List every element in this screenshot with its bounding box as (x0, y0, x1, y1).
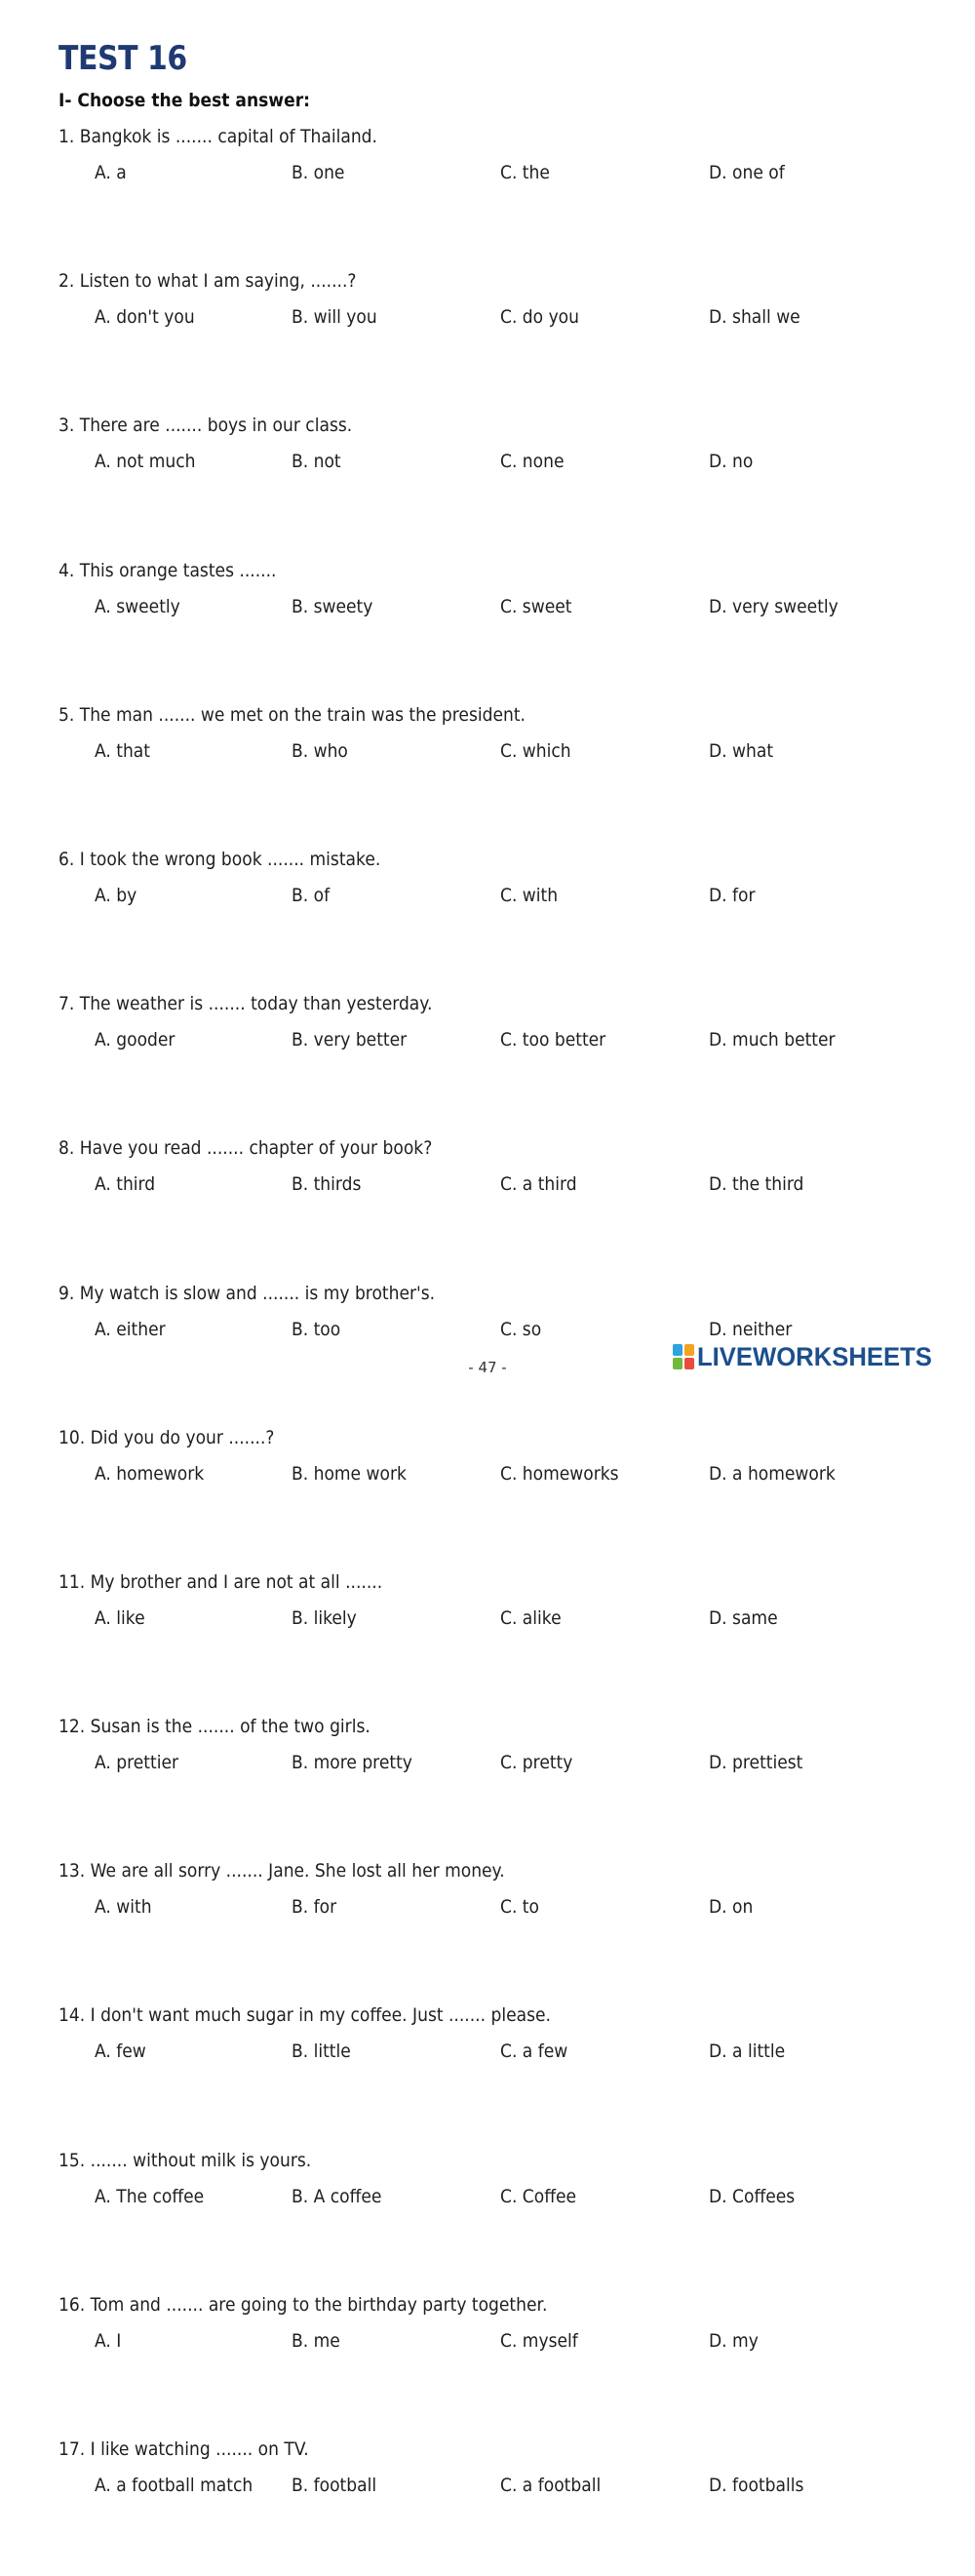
question-text: 15. ....... without milk is yours. (58, 2149, 312, 2171)
option-b[interactable]: B. thirds (292, 1173, 362, 1196)
option-b[interactable]: B. one (292, 162, 345, 183)
option-b[interactable]: B. little (292, 2041, 351, 2063)
option-c[interactable]: C. homeworks (500, 1462, 619, 1485)
question-item (58, 1709, 936, 1853)
option-b[interactable]: B. of (292, 884, 331, 906)
option-d[interactable]: D. for (709, 884, 756, 906)
option-a[interactable]: A. with (95, 1896, 152, 1919)
question-text: 5. The man ....... we met on the train was the president. (58, 703, 526, 726)
question-item (58, 119, 936, 263)
answer-options (58, 155, 936, 191)
option-d[interactable]: D. one of (709, 162, 785, 183)
answer-options (58, 1745, 936, 1781)
option-a[interactable]: A. don't you (95, 306, 195, 329)
option-d[interactable]: D. very sweetly (709, 595, 838, 617)
option-a[interactable]: A. like (95, 1606, 145, 1629)
option-c[interactable]: C. sweet (500, 595, 572, 617)
option-c[interactable]: C. myself (500, 2329, 578, 2352)
question-item (58, 263, 936, 408)
option-c[interactable]: C. so (500, 1318, 542, 1340)
question-item (58, 697, 936, 842)
option-a[interactable]: A. gooder (95, 1029, 176, 1051)
question-item (58, 408, 936, 552)
option-c[interactable]: C. to (500, 1896, 539, 1919)
option-d[interactable]: D. a little (709, 2041, 786, 2063)
question-text: 13. We are all sorry ....... Jane. She lost all her money. (58, 1860, 505, 1882)
question-text: 11. My brother and I are not at all ....... (58, 1570, 383, 1593)
answer-options (58, 2034, 936, 2070)
option-c[interactable]: C. Coffee (500, 2185, 577, 2207)
option-c[interactable]: C. pretty (500, 1752, 573, 1774)
option-a[interactable]: A. a football match (95, 2475, 254, 2496)
option-c[interactable]: C. a football (500, 2475, 602, 2496)
option-c[interactable]: C. with (500, 884, 559, 906)
answer-options (58, 1456, 936, 1492)
answer-options (58, 1022, 936, 1058)
option-d[interactable]: D. what (709, 739, 774, 762)
question-text: 7. The weather is ....... today than yesterday. (58, 993, 433, 1015)
option-b[interactable]: B. me (292, 2329, 340, 2352)
page-number: - 47 - (468, 1359, 507, 1376)
option-a[interactable]: A. homework (95, 1462, 205, 1485)
question-item (58, 2432, 936, 2576)
option-c[interactable]: C. none (500, 451, 565, 473)
answer-options (58, 589, 936, 625)
answer-options (58, 1167, 936, 1203)
question-text: 1. Bangkok is ....... capital of Thailand. (58, 126, 377, 147)
option-b[interactable]: B. more pretty (292, 1752, 412, 1774)
answer-options (58, 299, 936, 336)
option-b[interactable]: B. for (292, 1896, 337, 1919)
question-text: 16. Tom and ....... are going to the birthday party together. (58, 2293, 548, 2316)
option-d[interactable]: D. my (709, 2329, 759, 2352)
answer-options (58, 2179, 936, 2215)
option-c[interactable]: C. do you (500, 306, 579, 329)
question-item (58, 1998, 936, 2142)
option-d[interactable]: D. same (709, 1606, 778, 1629)
option-b[interactable]: B. home work (292, 1462, 407, 1485)
option-d[interactable]: D. Coffees (709, 2185, 796, 2207)
option-d[interactable]: D. footballs (709, 2475, 804, 2496)
answer-options (58, 444, 936, 480)
question-text: 10. Did you do your .......? (58, 1426, 275, 1448)
option-d[interactable]: D. on (709, 1896, 754, 1919)
question-text: 17. I like watching ....... on TV. (58, 2438, 309, 2460)
option-a[interactable]: A. few (95, 2041, 146, 2063)
answer-options (58, 2468, 936, 2504)
option-a[interactable]: A. The coffee (95, 2185, 205, 2207)
option-d[interactable]: D. no (709, 451, 754, 473)
answer-options (58, 878, 936, 914)
answer-options (58, 1601, 936, 1637)
option-a[interactable]: A. not much (95, 451, 196, 473)
question-text: 8. Have you read ....... chapter of your book? (58, 1137, 433, 1160)
question-item (58, 553, 936, 697)
brand-name: LIVEWORKSHEETS (697, 1341, 932, 1371)
option-b[interactable]: B. A coffee (292, 2185, 382, 2207)
option-a[interactable]: A. by (95, 884, 137, 906)
option-c[interactable]: C. a third (500, 1173, 577, 1196)
option-a[interactable]: A. sweetly (95, 595, 180, 617)
option-a[interactable]: A. that (95, 739, 150, 762)
option-d[interactable]: D. much better (709, 1029, 836, 1051)
section-instruction: I- Choose the best answer: (58, 90, 310, 111)
question-text: 2. Listen to what I am saying, .......? (58, 270, 357, 293)
option-d[interactable]: D. the third (709, 1173, 804, 1196)
option-b[interactable]: B. football (292, 2475, 377, 2496)
option-c[interactable]: C. alike (500, 1606, 562, 1629)
question-item (58, 2287, 936, 2432)
option-c[interactable]: C. too better (500, 1029, 606, 1051)
option-d[interactable]: D. neither (709, 1318, 793, 1340)
option-a[interactable]: A. either (95, 1318, 166, 1340)
answer-options (58, 1889, 936, 1925)
question-item (58, 2143, 936, 2287)
brand-watermark (673, 1342, 945, 1371)
option-b[interactable]: B. likely (292, 1606, 357, 1629)
question-text: 12. Susan is the ....... of the two girls. (58, 1716, 370, 1738)
option-c[interactable]: C. which (500, 739, 571, 762)
option-d[interactable]: D. a homework (709, 1462, 836, 1485)
option-c[interactable]: C. the (500, 162, 550, 183)
answer-options (58, 733, 936, 770)
option-b[interactable]: B. very better (292, 1029, 408, 1051)
option-c[interactable]: C. a few (500, 2041, 568, 2063)
option-b[interactable]: B. too (292, 1318, 341, 1340)
liveworksheets-logo-icon (673, 1344, 694, 1369)
question-item (58, 1420, 936, 1565)
option-b[interactable]: B. sweety (292, 595, 373, 617)
option-a[interactable]: A. prettier (95, 1752, 179, 1774)
question-text: 9. My watch is slow and ....... is my brother's. (58, 1282, 436, 1304)
option-d[interactable]: D. prettiest (709, 1752, 803, 1774)
option-b[interactable]: B. will you (292, 306, 377, 329)
option-a[interactable]: A. a (95, 162, 127, 183)
question-text: 14. I don't want much sugar in my coffee. Just ....... please. (58, 2004, 551, 2027)
option-b[interactable]: B. not (292, 451, 341, 473)
worksheet-title: TEST 16 (58, 39, 187, 78)
question-text: 4. This orange tastes ....... (58, 559, 277, 581)
answer-options (58, 2323, 936, 2359)
question-item (58, 1130, 936, 1275)
question-item (58, 1565, 936, 1709)
question-text: 6. I took the wrong book ....... mistake. (58, 848, 381, 870)
question-text: 3. There are ....... boys in our class. (58, 415, 353, 437)
option-a[interactable]: A. I (95, 2329, 122, 2352)
question-item (58, 842, 936, 986)
option-b[interactable]: B. who (292, 739, 348, 762)
option-a[interactable]: A. third (95, 1173, 156, 1196)
question-item (58, 986, 936, 1130)
option-d[interactable]: D. shall we (709, 306, 800, 329)
question-item (58, 1853, 936, 1998)
